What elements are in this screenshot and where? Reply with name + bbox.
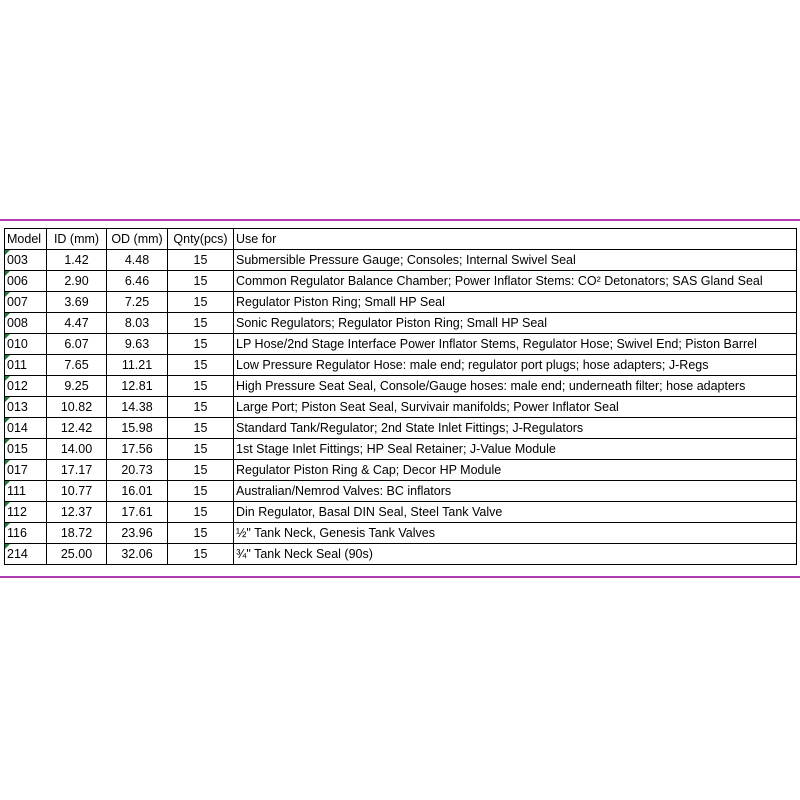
- table-row: [5, 292, 797, 313]
- cell-id: 2.90: [47, 271, 107, 292]
- cell-model: 214: [5, 544, 47, 565]
- cell-use: ¾" Tank Neck Seal (90s): [234, 544, 797, 565]
- cell-model: 003: [5, 250, 47, 271]
- cell-od: 7.25: [107, 292, 168, 313]
- cell-qty: 15: [168, 502, 234, 523]
- cell-qty: 15: [168, 544, 234, 565]
- cell-use: ½" Tank Neck, Genesis Tank Valves: [234, 523, 797, 544]
- cell-od: 9.63: [107, 334, 168, 355]
- cell-od: 8.03: [107, 313, 168, 334]
- cell-id: 10.77: [47, 481, 107, 502]
- cell-id: 4.47: [47, 313, 107, 334]
- header-qty: Qnty(pcs): [168, 229, 234, 250]
- cell-qty: 15: [168, 376, 234, 397]
- cell-model: 006: [5, 271, 47, 292]
- cell-od: 11.21: [107, 355, 168, 376]
- cell-use: Australian/Nemrod Valves: BC inflators: [234, 481, 797, 502]
- cell-model: 008: [5, 313, 47, 334]
- header-od: OD (mm): [107, 229, 168, 250]
- cell-od: 16.01: [107, 481, 168, 502]
- cell-od: 15.98: [107, 418, 168, 439]
- cell-od: 17.56: [107, 439, 168, 460]
- cell-id: 3.69: [47, 292, 107, 313]
- cell-od: 20.73: [107, 460, 168, 481]
- table-row: [5, 355, 797, 376]
- cell-use: Submersible Pressure Gauge; Consoles; Internal Swivel Seal: [234, 250, 797, 271]
- cell-qty: 15: [168, 418, 234, 439]
- cell-use: Common Regulator Balance Chamber; Power Inflator Stems: CO² Detonators; SAS Gland Seal: [234, 271, 797, 292]
- cell-qty: 15: [168, 313, 234, 334]
- table-row: [5, 376, 797, 397]
- cell-od: 17.61: [107, 502, 168, 523]
- cell-use: Regulator Piston Ring & Cap; Decor HP Module: [234, 460, 797, 481]
- table-row: [5, 481, 797, 502]
- header-model: Model: [5, 229, 47, 250]
- cell-qty: 15: [168, 397, 234, 418]
- cell-use: LP Hose/2nd Stage Interface Power Inflator Stems, Regulator Hose; Swivel End; Piston Barrel: [234, 334, 797, 355]
- table-row: [5, 523, 797, 544]
- cell-id: 14.00: [47, 439, 107, 460]
- table-row: [5, 397, 797, 418]
- cell-model: 111: [5, 481, 47, 502]
- cell-use: High Pressure Seat Seal, Console/Gauge hoses: male end; underneath filter; hose adapters: [234, 376, 797, 397]
- cell-use: Standard Tank/Regulator; 2nd State Inlet Fittings; J-Regulators: [234, 418, 797, 439]
- cell-id: 12.37: [47, 502, 107, 523]
- cell-qty: 15: [168, 334, 234, 355]
- cell-id: 25.00: [47, 544, 107, 565]
- table-header-row: [5, 229, 797, 250]
- cell-model: 015: [5, 439, 47, 460]
- cell-use: Regulator Piston Ring; Small HP Seal: [234, 292, 797, 313]
- cell-model: 010: [5, 334, 47, 355]
- header-use: Use for: [234, 229, 797, 250]
- cell-id: 9.25: [47, 376, 107, 397]
- oring-spec-table: [4, 228, 797, 565]
- cell-qty: 15: [168, 271, 234, 292]
- cell-id: 7.65: [47, 355, 107, 376]
- cell-model: 116: [5, 523, 47, 544]
- cell-use: Sonic Regulators; Regulator Piston Ring; Small HP Seal: [234, 313, 797, 334]
- cell-id: 10.82: [47, 397, 107, 418]
- table-row: [5, 418, 797, 439]
- table-row: [5, 334, 797, 355]
- cell-od: 14.38: [107, 397, 168, 418]
- cell-id: 6.07: [47, 334, 107, 355]
- table-row: [5, 439, 797, 460]
- table-row: [5, 502, 797, 523]
- cell-use: 1st Stage Inlet Fittings; HP Seal Retainer; J-Value Module: [234, 439, 797, 460]
- table-row: [5, 250, 797, 271]
- cell-model: 011: [5, 355, 47, 376]
- cell-model: 007: [5, 292, 47, 313]
- top-divider-line: [0, 219, 800, 221]
- cell-od: 32.06: [107, 544, 168, 565]
- cell-od: 4.48: [107, 250, 168, 271]
- table-row: [5, 271, 797, 292]
- cell-qty: 15: [168, 292, 234, 313]
- table-row: [5, 544, 797, 565]
- cell-use: Din Regulator, Basal DIN Seal, Steel Tank Valve: [234, 502, 797, 523]
- cell-model: 112: [5, 502, 47, 523]
- table-row: [5, 460, 797, 481]
- cell-qty: 15: [168, 460, 234, 481]
- cell-model: 014: [5, 418, 47, 439]
- table-row: [5, 313, 797, 334]
- cell-od: 6.46: [107, 271, 168, 292]
- cell-qty: 15: [168, 439, 234, 460]
- header-id: ID (mm): [47, 229, 107, 250]
- cell-id: 1.42: [47, 250, 107, 271]
- cell-qty: 15: [168, 355, 234, 376]
- cell-qty: 15: [168, 523, 234, 544]
- cell-use: Large Port; Piston Seat Seal, Survivair manifolds; Power Inflator Seal: [234, 397, 797, 418]
- cell-model: 013: [5, 397, 47, 418]
- cell-qty: 15: [168, 250, 234, 271]
- cell-od: 23.96: [107, 523, 168, 544]
- cell-id: 18.72: [47, 523, 107, 544]
- cell-id: 17.17: [47, 460, 107, 481]
- bottom-divider-line: [0, 576, 800, 578]
- cell-model: 012: [5, 376, 47, 397]
- cell-use: Low Pressure Regulator Hose: male end; regulator port plugs; hose adapters; J-Regs: [234, 355, 797, 376]
- cell-model: 017: [5, 460, 47, 481]
- cell-id: 12.42: [47, 418, 107, 439]
- cell-qty: 15: [168, 481, 234, 502]
- cell-od: 12.81: [107, 376, 168, 397]
